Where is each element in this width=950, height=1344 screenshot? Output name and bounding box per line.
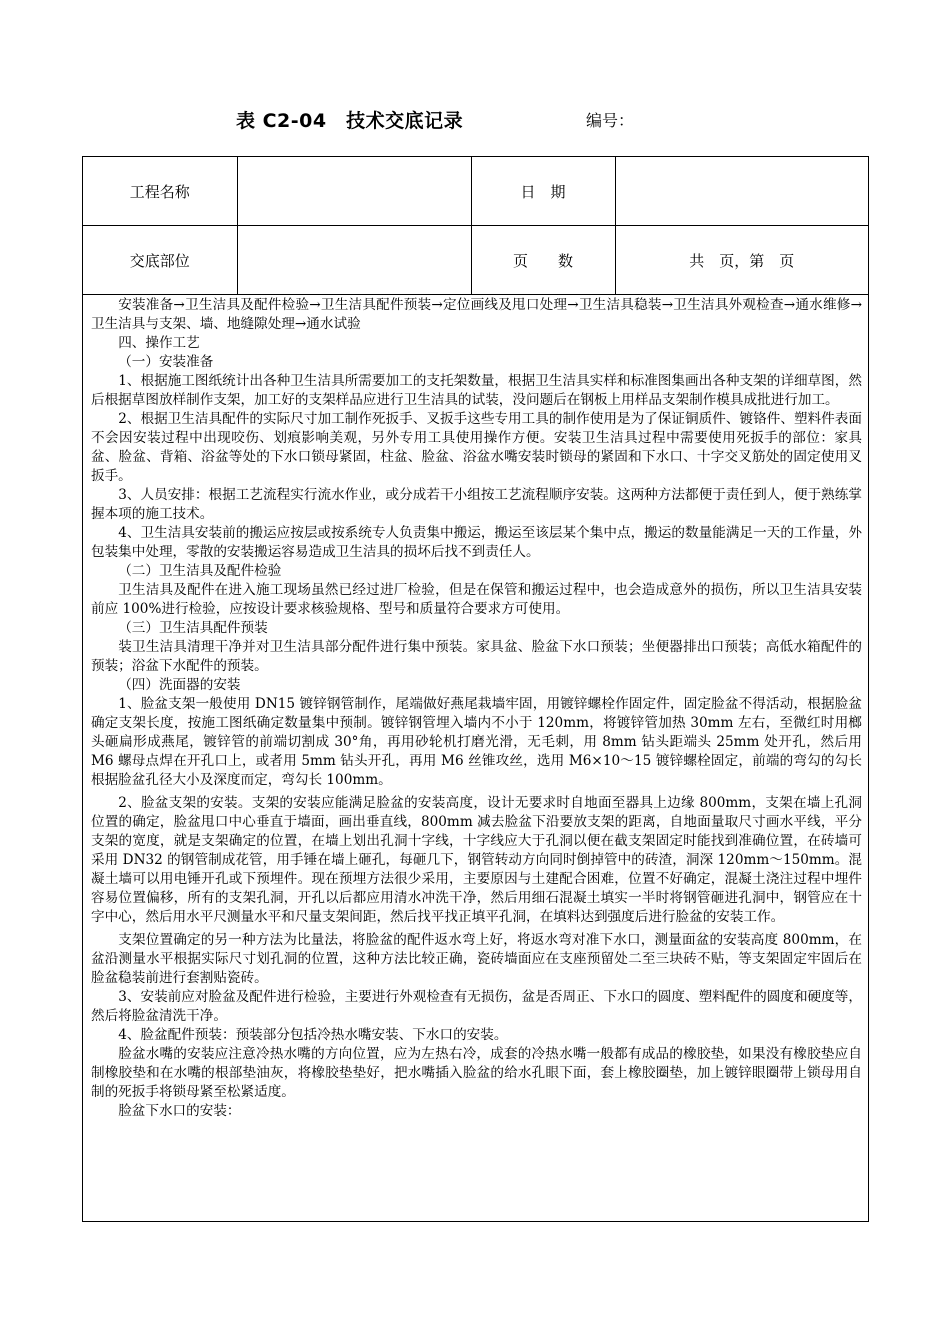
- disclosure-content: [83, 295, 868, 1121]
- date-value[interactable]: [615, 157, 868, 226]
- content-paragraph: 4、脸盆配件预装：预装部分包括冷热水嘴安装、下水口的安装。: [118, 1027, 508, 1043]
- document-title: 表 C2-04 技术交底记录: [236, 110, 464, 132]
- info-table: [83, 157, 868, 295]
- content-subheading: （四）洗面器的安装: [118, 677, 241, 693]
- content-paragraph: 4、卫生洁具安装前的搬运应按层或按系统专人负责集中搬运，搬运至该层某个集中点，搬运的数量能满足一天的工作量，外包装集中处理，零散的安装搬运容易造成卫生洁具的损坏后找不到责任人。: [91, 525, 862, 560]
- record-form: [82, 156, 869, 1222]
- info-row-section: [83, 226, 868, 295]
- content-paragraph: 卫生洁具及配件在进入施工现场虽然已经过进厂检验，但是在保管和搬运过程中，也会造成意外的损伤，所以卫生洁具安装前应 100%进行检验，应按设计要求核验规格、型号和质量符合要求方可使用。: [91, 582, 862, 617]
- content-heading: 四、操作工艺: [118, 335, 200, 351]
- content-paragraph: 2、脸盆支架的安装。支架的安装应能满足脸盆的安装高度，设计无要求时自地面至器具上边缘 800mm，支架在墙上孔洞位置的确定，脸盆甩口中心垂直于墙面，画出垂直线，800mm 减去脸盆下沿要放支架的距离，自地面量取尺寸画水平线，平分支架的宽度，就是支架确定的位置，在墙上划出孔洞十字线，十字线应大于孔洞以便在截支架固定时能找到准确位置，在砖墙可采用 DN32 的钢管制成花管，用手锤在墙上砸孔，每砸几下，钢管转动方向同时倒掉管中的砖渣，洞深 120mm～150mm。混凝土墙可以用电锤开孔或下预埋件。现在预埋方法很少采用，主要原因与土建配合困难，位置不好确定，混凝土浇注过程中埋件容易位置偏移，所有的支架孔洞，开孔以后都应用清水冲洗干净，然后用细石混凝土填实一半时将钢管砸进孔洞中，钢管应在十字中心，然后用水平尺测量水平和尺量支架间距，然后找平找正填平孔洞，在填料达到强度后进行脸盆的安装工作。: [91, 795, 862, 925]
- content-subheading: （三）卫生洁具配件预装: [118, 620, 268, 636]
- content-paragraph: 装卫生洁具清理干净并对卫生洁具部分配件进行集中预装。家具盆、脸盆下水口预装；坐便器排出口预装；高低水箱配件的预装；浴盆下水配件的预装。: [91, 639, 862, 674]
- project-name-label: 工程名称: [83, 157, 237, 226]
- content-subheading: （一）安装准备: [118, 354, 214, 370]
- content-paragraph: 3、安装前应对脸盆及配件进行检验，主要进行外观检查有无损伤，盆是否周正、下水口的圆度、塑料配件的圆度和硬度等，然后将脸盆清洗干净。: [91, 989, 862, 1024]
- project-name-value[interactable]: [237, 157, 471, 226]
- pages-value: 共 页，第 页: [615, 226, 868, 295]
- section-value[interactable]: [237, 226, 471, 295]
- content-paragraph: 脸盆水嘴的安装应注意冷热水嘴的方向位置，应为左热右冷，成套的冷热水嘴一般都有成品的橡胶垫，如果没有橡胶垫应自制橡胶垫和在水嘴的根部垫油灰，将橡胶垫垫好，把水嘴插入脸盆的给水孔眼下面，套上橡胶圈垫，加上镀锌眼圈带上锁母用自制的死扳手将锁母紧至松紧适度。: [91, 1046, 862, 1100]
- document-number-label: 编号：: [586, 111, 635, 130]
- content-paragraph: 3、人员安排：根据工艺流程实行流水作业，或分成若干小组按工艺流程顺序安装。这两种方法都便于责任到人，便于熟练掌握本项的施工技术。: [91, 487, 862, 522]
- content-subheading: （二）卫生洁具及配件检验: [118, 563, 282, 579]
- section-label: 交底部位: [83, 226, 237, 295]
- content-paragraph: 支架位置确定的另一种方法为比量法，将脸盆的配件返水弯上好，将返水弯对准下水口，测量面盆的安装高度 800mm，在盆沿测量水平根据实际尺寸划孔洞的位置，这种方法比较正确，瓷砖墙面应在支座预留处二至三块砖不贴，等支架固定牢固后在脸盆稳装前进行套割贴瓷砖。: [91, 932, 862, 986]
- content-paragraph: 2、根据卫生洁具配件的实际尺寸加工制作死扳手、叉扳手这些专用工具的制作使用是为了保证铜质件、镀铬件、塑料件表面不会因安装过程中出现咬伤、划痕影响美观，另外专用工具使用操作方便。安装卫生洁具过程中需要使用死扳手的部位：家具盆、脸盆、背箱、浴盆等处的下水口锁母紧固，柱盆、脸盆、浴盆水嘴安装时锁母的紧固和下水口、十字交叉筋处的固定使用叉扳手。: [91, 411, 862, 484]
- pages-label: 页 数: [471, 226, 615, 295]
- date-label: 日 期: [471, 157, 615, 226]
- content-paragraph: 1、根据施工图纸统计出各种卫生洁具所需要加工的支托架数量，根据卫生洁具实样和标准图集画出各种支架的详细草图，然后根据草图放样制作支架，加工好的支架样品应进行卫生洁具的试装，没问题后在钢板上用样品支架制作模具成批进行加工。: [91, 373, 862, 408]
- content-paragraph: 脸盆下水口的安装：: [118, 1103, 241, 1119]
- content-paragraph: 1、脸盆支架一般使用 DN15 镀锌钢管制作，尾端做好燕尾栽墙牢固，用镀锌螺栓作固定件，固定脸盆不得活动，根据脸盆确定支架长度，按施工图纸确定数量集中预制。镀锌钢管埋入墙内不小于 120mm，将镀锌管加热 30mm 左右，至微红时用榔头砸扁形成燕尾，镀锌管的前端切割成 30°角，再用砂轮机打磨光滑，无毛刺，用 8mm 钻头距端头 25mm 处开孔，然后用 M6 螺母点焊在开孔口上，或者用 5mm 钻头开孔，再用 M6 丝锥攻丝，选用 M6×10～15 镀锌螺栓固定，前端的弯勾的勾长根据脸盆孔径大小及深度而定，弯勾长 100mm。: [91, 696, 862, 788]
- document-header: [0, 106, 950, 136]
- info-row-project: [83, 157, 868, 226]
- content-paragraph: 安装准备→卫生洁具及配件检验→卫生洁具配件预装→定位画线及甩口处理→卫生洁具稳装→卫生洁具外观检查→通水维修→卫生洁具与支架、墙、地缝隙处理→通水试验: [91, 297, 862, 332]
